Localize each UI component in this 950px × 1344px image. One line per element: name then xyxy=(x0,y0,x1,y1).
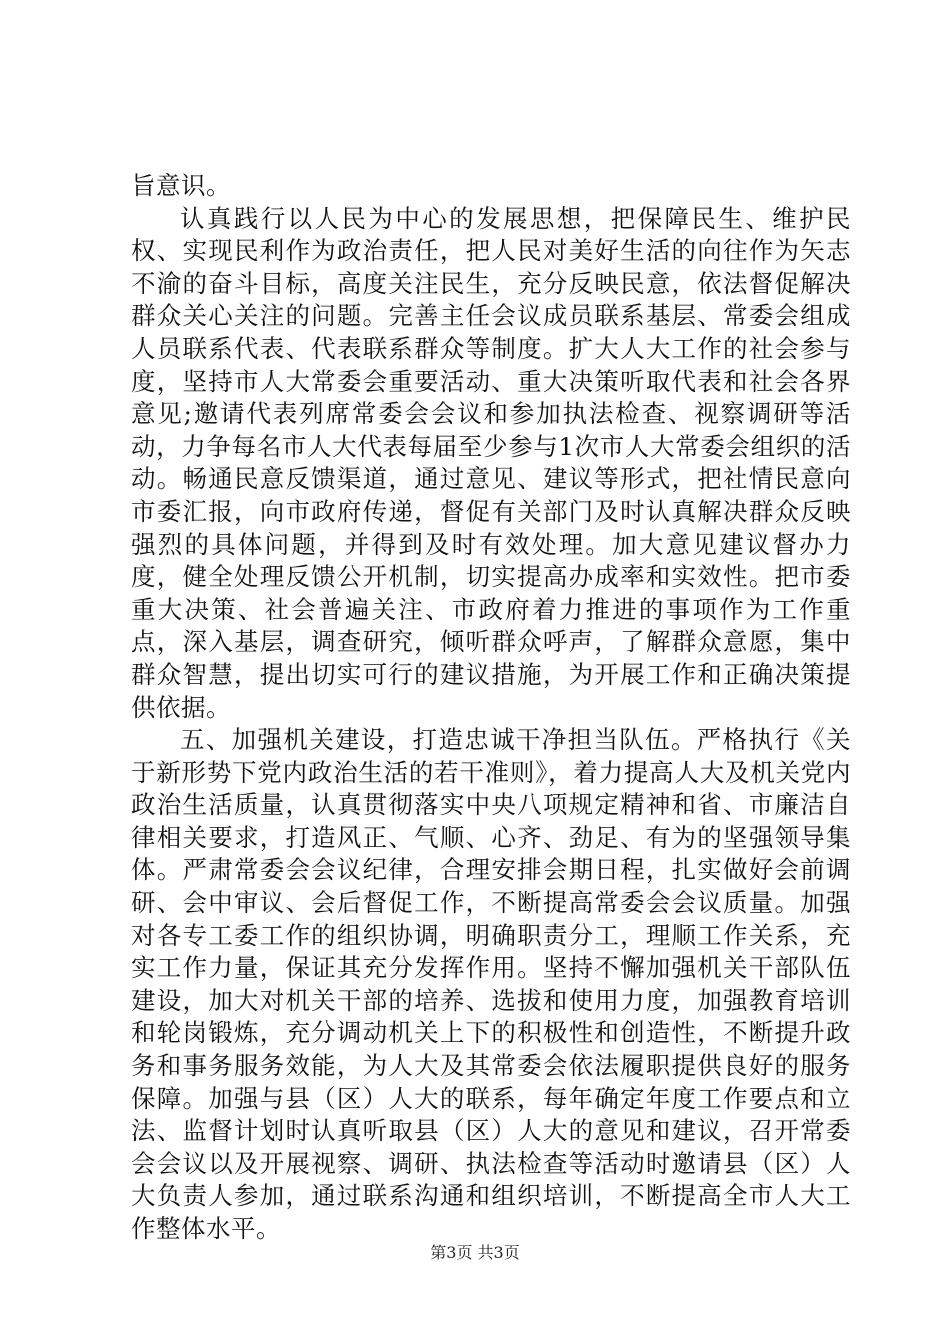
paragraph-people-centered: 认真践行以人民为中心的发展思想，把保障民生、维护民权、实现民利作为政治责任，把人民对美好生活的向往作为矢志不渝的奋斗目标，高度关注民生，充分反映民意，依法督促解决群众关心关注的问题。完善主任会议成员联系基层、常委会组成人员联系代表、代表联系群众等制度。扩大人大工作的社会参与度，坚持市人大常委会重要活动、重大决策听取代表和社会各界意见;邀请代表列席常委会会议和参加执法检查、视察调研等活动，力争每名市人大代表每届至少参与1次市人大常委会组织的活动。畅通民意反馈渠道，通过意见、建议等形式，把社情民意向市委汇报，向市政府传递，督促有关部门及时认真解决群众反映强烈的具体问题，并得到及时有效处理。加大意见建议督办力度，健全处理反馈公开机制，切实提高办成率和实效性。把市委重大决策、社会普遍关注、市政府着力推进的事项作为工作重点，深入基层，调查研究，倾听群众呼声，了解群众意愿，集中群众智慧，提出切实可行的建议措施，为开展工作和正确决策提供依据。 xyxy=(131,203,851,722)
paragraph-section-five: 五、加强机关建设，打造忠诚干净担当队伍。严格执行《关于新形势下党内政治生活的若干准则》，着力提高人大及机关党内政治生活质量，认真贯彻落实中央八项规定精神和省、市廉洁自律相关要求，打造风正、气顺、心齐、劲足、有为的坚强领导集体。严肃常委会会议纪律，合理安排会期日程，扎实做好会前调研、会中审议、会后督促工作，不断提高常委会会议质量。加强对各专工委工作的组织协调，明确职责分工，理顺工作关系，充实工作力量，保证其充分发挥作用。坚持不懈加强机关干部队伍建设，加大对机关干部的培养、选拔和使用力度，加强教育培训和轮岗锻炼，充分调动机关上下的积极性和创造性，不断提升政务和事务服务效能，为人大及其常委会依法履职提供良好的服务保障。加强与县（区）人大的联系，每年确定年度工作要点和立法、监督计划时认真听取县（区）人大的意见和建议，召开常委会会议以及开展视察、调研、执法检查等活动时邀请县（区）人大负责人参加，通过联系沟通和组织培训，不断提高全市人大工作整体水平。 xyxy=(131,725,851,1243)
paragraph-continuation: 旨意识。 xyxy=(131,171,231,200)
body-text xyxy=(131,170,851,1246)
page-footer: 第3页 共3页 xyxy=(430,1243,520,1262)
